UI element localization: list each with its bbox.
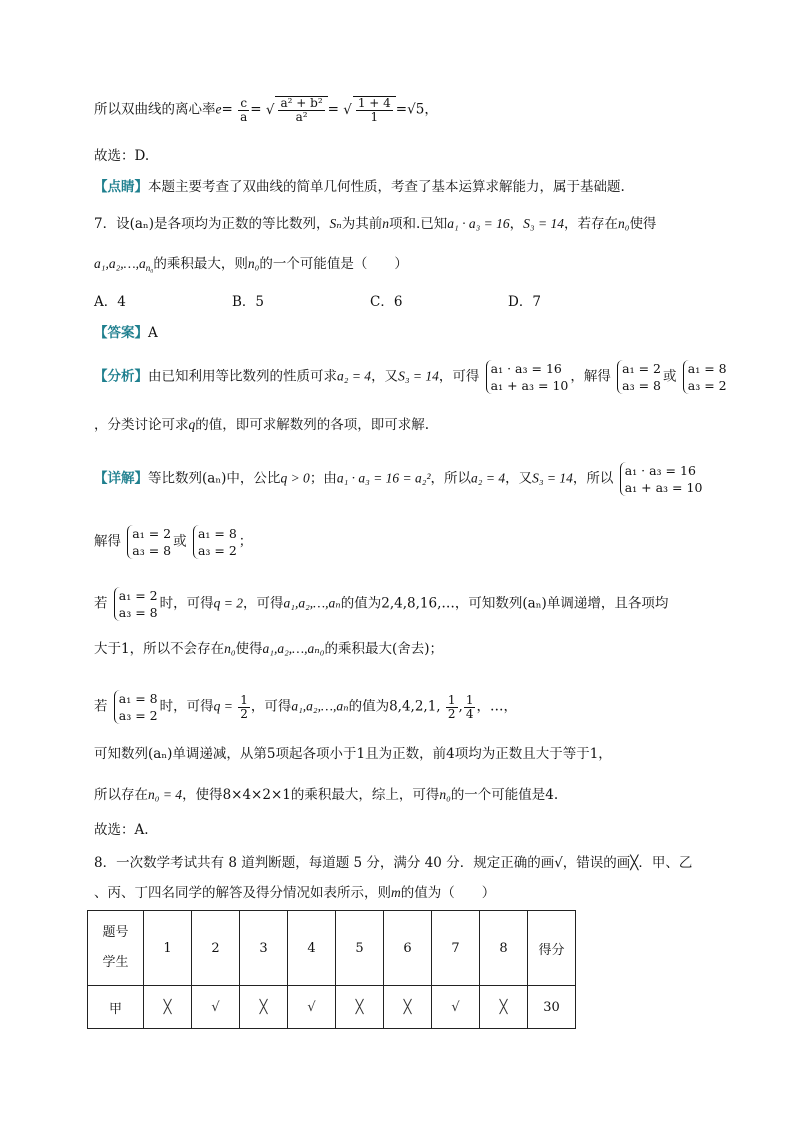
header-corner <box>88 911 144 986</box>
case-text: 大于1，所以不会存在 <box>94 641 225 657</box>
student-name: 甲 <box>88 986 144 1029</box>
q7-text: 的一个可能值是（ ） <box>259 256 408 272</box>
expr: a₂ = 4 <box>337 368 372 384</box>
var-q: q <box>188 417 196 432</box>
q7-text: ，若存在 <box>563 216 618 232</box>
eq-row: a₃ = 2 <box>118 708 158 723</box>
eq-row: a₁ · a₃ = 16 <box>490 361 562 376</box>
frac-den: a <box>240 109 248 124</box>
analysis-text: 或 <box>663 368 677 385</box>
expr: n₀ = 4 <box>148 787 183 802</box>
case-text: 的值为 <box>348 698 390 715</box>
answer-mark: ╳ <box>384 986 432 1029</box>
values: 2,4,8,16,… <box>381 595 455 612</box>
product: 8×4×2×1 <box>222 787 291 803</box>
frac-den: a² <box>295 110 308 124</box>
eq-row: a₁ = 8 <box>118 691 158 706</box>
result: √5 <box>407 101 425 118</box>
equation-system <box>114 587 158 621</box>
option-c[interactable]: C．6 <box>370 294 403 310</box>
header-top: 题号 <box>102 925 129 940</box>
var-n: n <box>382 216 389 231</box>
analysis-text: ，又 <box>371 368 399 385</box>
col-header: 8 <box>480 911 528 986</box>
col-header: 2 <box>192 911 240 986</box>
sequence: a₁,a₂,…,aₙ <box>291 698 349 714</box>
solution-text: 解得 <box>94 533 121 550</box>
conclusion-text: 的一个可能值是4. <box>450 787 559 803</box>
col-header: 5 <box>336 911 384 986</box>
answer-mark: ╳ <box>336 986 384 1029</box>
col-header: 1 <box>144 911 192 986</box>
eq-row: a₁ = 2 <box>132 526 172 541</box>
case-text: ，…， <box>476 698 517 715</box>
analysis-tag: 【分析】 <box>94 368 148 385</box>
q7-text: 的乘积最大，则 <box>153 256 248 272</box>
analysis-text: ，可得 <box>438 368 480 385</box>
col-header: 4 <box>288 911 336 986</box>
score-table <box>87 910 576 1029</box>
analysis-line <box>94 360 729 394</box>
col-header: 3 <box>240 911 288 986</box>
q8-line-2 <box>94 884 495 902</box>
detail-text: 等比数列(aₙ)中，公比 <box>148 470 281 487</box>
q8-line-1 <box>94 854 692 872</box>
case-text: 使得 <box>235 641 263 657</box>
option-d[interactable]: D．7 <box>508 294 541 310</box>
eq-row: a₁ = 8 <box>687 361 727 376</box>
punct: ； <box>238 533 253 550</box>
frac-num: 1 <box>447 692 456 707</box>
col-header: 7 <box>432 911 480 986</box>
answer-section <box>94 324 158 342</box>
comment-text: 本题主要考查了双曲线的简单几何性质，考查了基本运算求解能力，属于基础题. <box>148 179 625 195</box>
eq-row: a₁ + a₃ = 10 <box>490 378 569 393</box>
frac-den: 2 <box>240 706 248 721</box>
var-m: m <box>391 885 401 900</box>
equation-system <box>683 360 727 394</box>
fraction-half <box>446 694 458 721</box>
frac-num: 1 <box>465 692 474 707</box>
expr: q = 2 <box>213 595 244 611</box>
q8-text: 8．一次数学考试共有 8 道判断题，每道题 5 分，满分 40 分．规定正确的画√，错误的画╳．甲、乙 <box>94 855 693 871</box>
sequence: a₁,a₂,…,a <box>94 256 146 271</box>
fraction-quarter <box>464 694 476 721</box>
case-text: 时，可得 <box>159 595 214 612</box>
eq-sign: = <box>395 101 408 118</box>
choice-text: 故选：D. <box>94 148 150 164</box>
eq-row: a₃ = 8 <box>622 378 661 393</box>
case-text: 的值为 <box>340 595 382 612</box>
case-text: 若 <box>94 698 108 715</box>
var-sn: Sₙ <box>329 216 342 231</box>
equation-system <box>486 360 569 394</box>
eccentricity-text: 所以双曲线的离心率 <box>94 101 216 118</box>
table-row <box>88 986 576 1029</box>
eq-row: a₁ = 2 <box>118 588 158 603</box>
expr: S₃ = 14 <box>532 470 573 486</box>
detail-line <box>94 462 704 496</box>
col-header: 6 <box>384 911 432 986</box>
expr: a₁ · a₃ = 16 = a₂² <box>336 470 431 486</box>
comment-line <box>94 178 625 196</box>
q7-text: 使得 <box>629 216 657 232</box>
answer-mark: √ <box>432 986 480 1029</box>
score-header: 得分 <box>528 911 576 986</box>
conclusion-text: 所以存在 <box>94 787 148 803</box>
eq-row: a₁ · a₃ = 16 <box>624 463 696 478</box>
q7-text: 7．设(aₙ)是各项均为正数的等比数列， <box>94 216 330 232</box>
equation-system <box>114 690 158 724</box>
q7-line-1 <box>94 215 656 233</box>
punct: ， <box>509 216 524 232</box>
answer-tag: 【答案】 <box>94 325 148 341</box>
expr: a₂ = 4 <box>471 470 506 486</box>
case-text: 时，可得 <box>159 698 214 715</box>
frac-num: a² + b² <box>280 96 323 110</box>
conclusion-text: 的乘积最大，综上，可得 <box>290 787 440 803</box>
case-text: ，可得 <box>243 595 284 612</box>
sqrt-1: √ $\frac{\text{a² + b²}}{\text{a²}}$ <box>266 96 328 124</box>
var-n0: n₀ <box>224 641 236 656</box>
equation-system <box>620 462 703 496</box>
case-text: 的乘积最大(舍去)； <box>324 641 444 657</box>
var-n0: n₀ <box>617 216 630 231</box>
answer-line-d <box>94 147 149 165</box>
eq-sign: = <box>250 101 262 118</box>
eq-row: a₃ = 2 <box>197 543 237 558</box>
case-text: 若 <box>94 595 108 612</box>
fraction-c-a <box>238 97 249 124</box>
analysis-text: ，分类讨论可求 <box>94 417 189 433</box>
case1-line-2 <box>94 640 443 658</box>
sequence: a₁,a₂,…,aₙ <box>283 595 341 611</box>
solution-line <box>94 525 252 559</box>
case-text: ，可知数列(aₙ)单调递增，且各项均 <box>454 595 669 612</box>
answer-value: A <box>148 325 158 341</box>
table-header-row <box>88 911 576 986</box>
q7-options <box>94 293 646 311</box>
detail-text: ，所以 <box>430 470 472 487</box>
detail-text: ，所以 <box>572 470 614 487</box>
eq-sign: = <box>221 101 233 118</box>
frac-num: c <box>238 97 249 111</box>
q7-line-2 <box>94 255 408 273</box>
student-score: 30 <box>528 986 576 1029</box>
analysis-text: 的值，即可求解数列的各项，即可求解. <box>195 417 430 433</box>
equation-system <box>127 525 171 559</box>
condition-2: S₃ = 14 <box>523 216 564 231</box>
option-a[interactable]: A．4 <box>94 294 126 310</box>
case2-line: 若 a₁ = 8 a₃ = 2 时，可得q = $\frac{1}{2}$ ，可得a₁,a₂,…,aₙ的值为8,4,2,1, $\frac{1}{2}$ , $\frac{1}{4}$ ，…， <box>94 691 517 723</box>
analysis-line-2 <box>94 416 429 434</box>
expr: q = <box>213 698 233 714</box>
conclusion-text: ，使得 <box>182 787 223 803</box>
punct: ， <box>424 101 438 118</box>
var-n0: n₀ <box>439 787 451 802</box>
var-n0: n₀ <box>247 256 260 271</box>
frac-den: 4 <box>465 706 474 721</box>
q8-text: 的值为（ ） <box>400 885 496 901</box>
eq-row: a₁ + a₃ = 10 <box>624 480 703 495</box>
answer-mark: √ <box>192 986 240 1029</box>
eq-row: a₃ = 8 <box>132 543 172 558</box>
answer-mark: ╳ <box>480 986 528 1029</box>
sqrt-2: √ $\frac{1 + 4}{1}$ <box>343 96 396 124</box>
eq-sign: = <box>327 101 339 118</box>
eq-row: a₁ = 2 <box>622 361 661 376</box>
case1-line-1 <box>94 587 668 621</box>
q7-text: 为其前 <box>341 216 383 232</box>
frac-num: 1 + 4 <box>357 96 391 110</box>
values: 8,4,2,1, <box>389 698 441 715</box>
frac-den: 2 <box>447 706 456 721</box>
decreasing-line <box>94 745 612 763</box>
case-text: ，可得 <box>250 698 292 715</box>
eq-row: a₁ = 8 <box>197 526 237 541</box>
header-bottom: 学生 <box>102 955 129 970</box>
answer-mark: √ <box>288 986 336 1029</box>
q7-text: 项和.已知 <box>389 216 448 232</box>
eq-row: a₃ = 8 <box>118 605 158 620</box>
condition-1: a₁ · a₃ = 16 <box>447 216 510 231</box>
frac-num: 1 <box>240 692 248 707</box>
expr: S₃ = 14 <box>398 368 439 384</box>
equation-system <box>617 360 661 394</box>
comment-tag: 【点睛】 <box>94 179 148 195</box>
expr: q > 0 <box>280 470 310 486</box>
analysis-text: 由已知利用等比数列的性质可求 <box>148 368 337 385</box>
conclusion-text: 可知数列(aₙ)单调递减，从第5项起各项小于1且为正数，前4项均为正数且大于等于1， <box>94 746 612 762</box>
eq-row: a₃ = 2 <box>687 378 727 393</box>
analysis-text: ，解得 <box>570 368 611 385</box>
exists-line <box>94 786 558 804</box>
eccentricity-line <box>94 96 438 124</box>
fraction-half <box>238 694 250 721</box>
q8-text: 、丙、丁四名同学的解答及得分情况如表所示，则 <box>94 885 391 901</box>
var-e: e <box>215 101 222 117</box>
detail-text: ；由 <box>309 470 337 487</box>
var-n0: n₀ <box>145 263 154 273</box>
equation-system <box>193 525 237 559</box>
option-b[interactable]: B．5 <box>232 294 265 310</box>
choice-text: 故选：A. <box>94 822 149 838</box>
detail-text: ，又 <box>505 470 533 487</box>
frac-den: 1 <box>370 110 379 124</box>
solution-text: 或 <box>173 533 187 550</box>
sequence: a₁,a₂,…,aₙ₀ <box>262 641 325 656</box>
answer-mark: ╳ <box>144 986 192 1029</box>
answer-line-a <box>94 821 149 839</box>
answer-mark: ╳ <box>240 986 288 1029</box>
detail-tag: 【详解】 <box>94 470 148 487</box>
